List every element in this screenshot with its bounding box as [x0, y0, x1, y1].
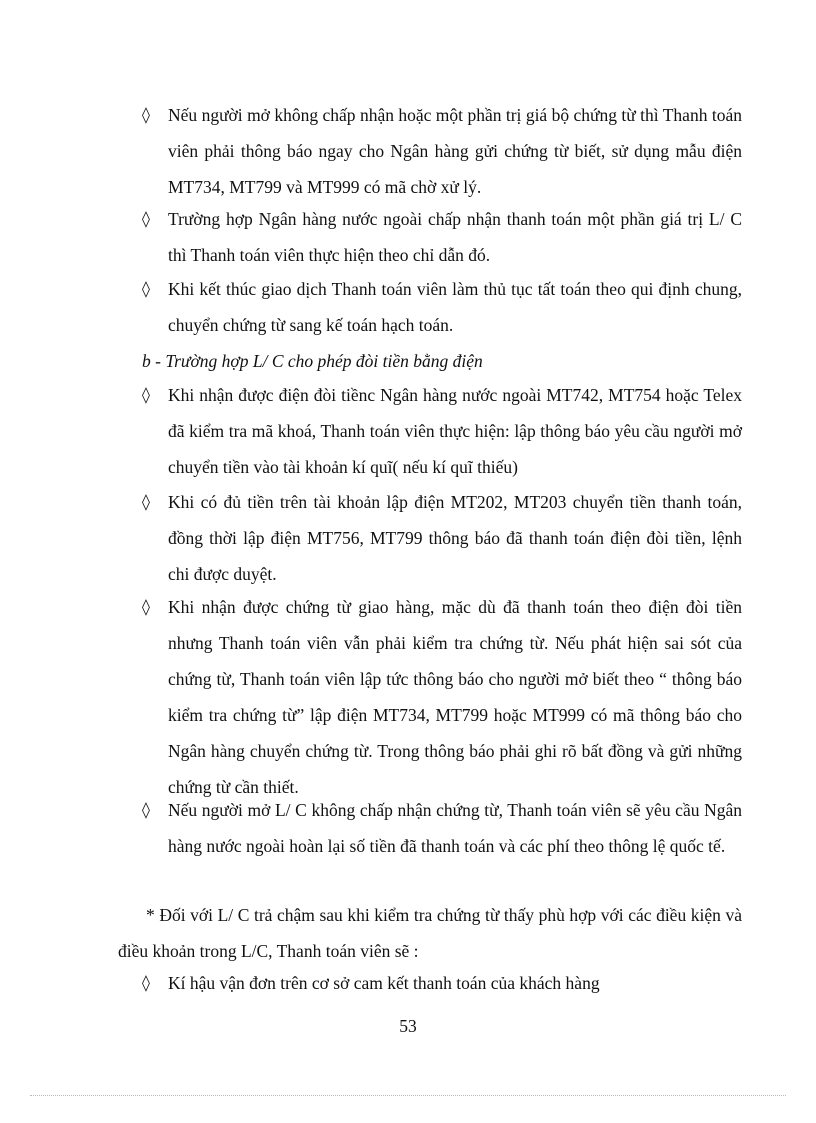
bullet-item-settlement: [142, 271, 742, 343]
diamond-bullet-icon: ◊: [142, 209, 150, 228]
section-b-heading: b - Trường hợp L/ C cho phép đòi tiền bằng điện: [142, 351, 483, 371]
bullet-text: Trường hợp Ngân hàng nước ngoài chấp nhận thanh toán một phần giá trị L/ C thì Thanh toán viên thực hiện theo chỉ dẫn đó.: [168, 209, 742, 265]
bullet-item-document-check: [142, 589, 742, 805]
bullet-text: Khi có đủ tiền trên tài khoản lập điện MT202, MT203 chuyển tiền thanh toán, đồng thời lập điện MT756, MT799 thông báo đã thanh toán điện đòi tiền, lệnh chi được duyệt.: [168, 492, 742, 584]
diamond-bullet-icon: ◊: [142, 973, 150, 992]
bullet-text: Nếu người mở L/ C không chấp nhận chứng từ, Thanh toán viên sẽ yêu cầu Ngân hàng nước ngoài hoàn lại số tiền đã thanh toán và các phí theo thông lệ quốc tế.: [168, 800, 742, 856]
bullet-text: Kí hậu vận đơn trên cơ sở cam kết thanh toán của khách hàng: [168, 973, 600, 993]
bullet-item-partial-acceptance: [142, 201, 742, 273]
bullet-item-claim-telex: [142, 377, 742, 485]
bullet-text: Nếu người mở không chấp nhận hoặc một phần trị giá bộ chứng từ thì Thanh toán viên phải thông báo ngay cho Ngân hàng gửi chứng từ biết, sử dụng mẫu điện MT734, MT799 và MT999 có mã chờ xử lý.: [168, 105, 742, 197]
diamond-bullet-icon: ◊: [142, 105, 150, 124]
bullet-item-transfer-funds: [142, 484, 742, 592]
deferred-lc-paragraph: * Đối với L/ C trả chậm sau khi kiểm tra chứng từ thấy phù hợp với các điều kiện và điều khoản trong L/C, Thanh toán viên sẽ :: [118, 905, 742, 961]
diamond-bullet-icon: ◊: [142, 492, 150, 511]
page-number: 53: [399, 1016, 417, 1036]
bullet-text: Khi nhận được chứng từ giao hàng, mặc dù đã thanh toán theo điện đòi tiền nhưng Thanh toán viên vẫn phải kiểm tra chứng từ. Nếu phát hiện sai sót của chứng từ, Thanh toán viên lập tức thông báo cho người mở biết theo “ thông báo kiểm tra chứng từ” lập điện MT734, MT799 hoặc MT999 có mã thông báo cho Ngân hàng chuyển chứng từ. Trong thông báo phải ghi rõ bất đồng và gửi những chứng từ cần thiết.: [168, 597, 742, 797]
diamond-bullet-icon: ◊: [142, 279, 150, 298]
bullet-item-endorse-bill: [142, 965, 742, 1001]
bullet-item-partial-rejection: [142, 97, 742, 205]
diamond-bullet-icon: ◊: [142, 800, 150, 819]
bullet-item-refund-request: [142, 792, 742, 864]
diamond-bullet-icon: ◊: [142, 385, 150, 404]
diamond-bullet-icon: ◊: [142, 597, 150, 616]
bullet-text: Khi nhận được điện đòi tiềnc Ngân hàng nước ngoài MT742, MT754 hoặc Telex đã kiểm tra mã khoá, Thanh toán viên thực hiện: lập thông báo yêu cầu người mở chuyển tiền vào tài khoản kí quĩ( nếu kí quĩ thiếu): [168, 385, 742, 477]
footer-divider: [30, 1095, 786, 1096]
bullet-text: Khi kết thúc giao dịch Thanh toán viên làm thủ tục tất toán theo qui định chung, chuyển chứng từ sang kế toán hạch toán.: [168, 279, 742, 335]
